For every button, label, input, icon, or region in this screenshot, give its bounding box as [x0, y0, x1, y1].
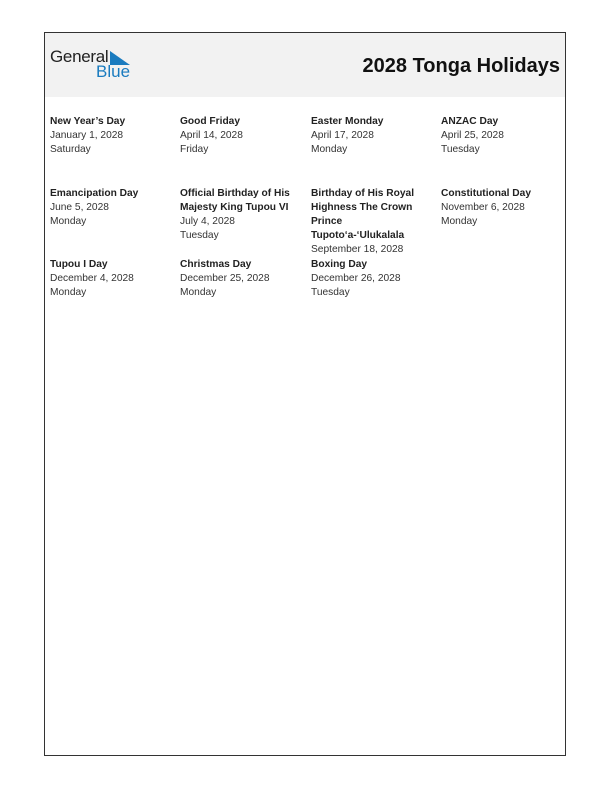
logo-text-general: General: [50, 47, 109, 66]
holiday-weekday: Monday: [441, 216, 478, 227]
holiday-date: July 4, 2028: [180, 216, 235, 227]
holiday-item: [50, 187, 174, 229]
holiday-date: December 4, 2028: [50, 273, 134, 284]
holiday-item: [180, 187, 292, 243]
holiday-item: [311, 187, 419, 257]
holiday-weekday: Monday: [50, 216, 87, 227]
holiday-item: [311, 258, 435, 300]
holiday-date: September 18, 2028: [311, 244, 404, 255]
holiday-weekday: Monday: [311, 144, 348, 155]
holiday-name: New Year’s Day: [50, 116, 126, 127]
holiday-name: Boxing Day: [311, 259, 368, 270]
holiday-weekday: Saturday: [50, 144, 91, 155]
header: [45, 33, 565, 97]
holiday-weekday: Tuesday: [180, 230, 219, 241]
generalblue-logo: [50, 47, 140, 83]
holiday-date: April 17, 2028: [311, 130, 374, 141]
holiday-item: [50, 258, 174, 300]
holiday-date: April 25, 2028: [441, 130, 504, 141]
holiday-item: [50, 115, 174, 157]
holiday-name: Easter Monday: [311, 116, 384, 127]
holiday-name: Constitutional Day: [441, 188, 531, 199]
holiday-name: Official Birthday of His Majesty King Tupou VI: [180, 188, 290, 213]
holiday-item: [311, 115, 435, 157]
page-title: 2028 Tonga Holidays: [362, 55, 560, 77]
holiday-date: January 1, 2028: [50, 130, 124, 141]
holiday-name: Tupou I Day: [50, 259, 108, 270]
page-frame: [44, 32, 566, 756]
holiday-name: Emancipation Day: [50, 188, 139, 199]
holiday-date: November 6, 2028: [441, 202, 525, 213]
holiday-weekday: Monday: [180, 287, 217, 298]
holiday-item: [180, 258, 304, 300]
holiday-weekday: Monday: [50, 287, 87, 298]
holiday-date: December 26, 2028: [311, 273, 401, 284]
holiday-item: [441, 187, 565, 229]
holiday-date: April 14, 2028: [180, 130, 243, 141]
holiday-item: [441, 115, 565, 157]
holiday-weekday: Tuesday: [441, 144, 480, 155]
holiday-name: Good Friday: [180, 116, 240, 127]
holiday-weekday: Tuesday: [311, 287, 350, 298]
holiday-weekday: Friday: [180, 144, 209, 155]
logo-text-blue: Blue: [96, 62, 131, 81]
holiday-item: [180, 115, 304, 157]
holiday-name: Birthday of His Royal Highness The Crown Prince Tupoto‘a-‘Ulukalala: [311, 188, 415, 241]
holiday-date: December 25, 2028: [180, 273, 270, 284]
holiday-name: Christmas Day: [180, 259, 252, 270]
holiday-date: June 5, 2028: [50, 202, 109, 213]
holiday-name: ANZAC Day: [441, 116, 499, 127]
